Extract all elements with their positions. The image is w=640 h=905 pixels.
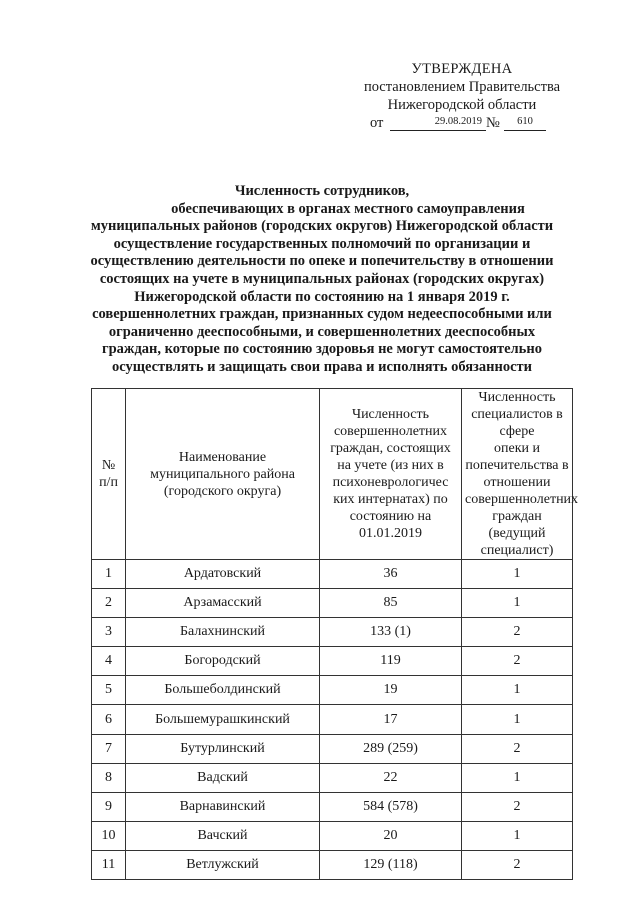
cell-specialists: 1 <box>462 763 573 792</box>
approval-title: УТВЕРЖДЕНА <box>411 61 513 77</box>
cell-citizens: 133 (1) <box>320 618 462 647</box>
cell-citizens: 17 <box>320 705 462 734</box>
cell-num: 8 <box>92 763 126 792</box>
cell-specialists: 1 <box>462 560 573 589</box>
table-row <box>92 821 573 850</box>
cell-specialists: 2 <box>462 850 573 879</box>
table-row <box>92 792 573 821</box>
table-row <box>92 676 573 705</box>
cell-name: Большеболдинский <box>126 676 320 705</box>
header-name: Наименование муниципального района (городского округа) <box>126 389 320 560</box>
cell-citizens: 36 <box>320 560 462 589</box>
cell-specialists: 2 <box>462 792 573 821</box>
title-line: осуществлению деятельности по опеке и попечительству в отношении <box>90 253 554 270</box>
cell-citizens: 289 (259) <box>320 734 462 763</box>
approval-line-1: постановлением Правительства <box>363 79 561 95</box>
cell-num: 5 <box>92 676 126 705</box>
cell-specialists: 2 <box>462 618 573 647</box>
cell-name: Ветлужский <box>126 850 320 879</box>
cell-name: Арзамасский <box>126 589 320 618</box>
cell-num: 11 <box>92 850 126 879</box>
table-row <box>92 763 573 792</box>
cell-name: Бутурлинский <box>126 734 320 763</box>
header-specialists: Численность специалистов в сфере опеки и попечительства в отношении совершеннолетних граждан (ведущий специалист) <box>462 389 573 560</box>
cell-citizens: 129 (118) <box>320 850 462 879</box>
title-line: обеспечивающих в органах местного самоуправления <box>171 200 525 217</box>
cell-num: 7 <box>92 734 126 763</box>
table-header-row <box>92 389 573 560</box>
cell-citizens: 119 <box>320 647 462 676</box>
cell-citizens: 85 <box>320 589 462 618</box>
title-line: осуществление государственных полномочий по организации и <box>113 235 531 252</box>
title-line: осуществлять и защищать свои права и исполнять обязанности <box>111 358 532 375</box>
title-line: совершеннолетних граждан, признанных судом недееспособными или <box>92 306 552 323</box>
cell-name: Варнавинский <box>126 792 320 821</box>
cell-num: 2 <box>92 589 126 618</box>
cell-specialists: 2 <box>462 734 573 763</box>
cell-num: 6 <box>92 705 126 734</box>
cell-num: 3 <box>92 618 126 647</box>
cell-name: Балахнинский <box>126 618 320 647</box>
header-num: № п/п <box>92 389 126 560</box>
cell-citizens: 19 <box>320 676 462 705</box>
cell-num: 10 <box>92 821 126 850</box>
date-prefix: от <box>370 115 384 131</box>
cell-specialists: 1 <box>462 676 573 705</box>
cell-name: Вадский <box>126 763 320 792</box>
approval-date: 29.08.2019 <box>390 114 486 131</box>
cell-specialists: 1 <box>462 821 573 850</box>
title-line: Нижегородской области по состоянию на 1 января 2019 г. <box>134 288 510 305</box>
document-title <box>80 183 564 377</box>
table-row <box>92 589 573 618</box>
table-row <box>92 850 573 879</box>
cell-name: Вачский <box>126 821 320 850</box>
cell-citizens: 584 (578) <box>320 792 462 821</box>
approval-number: 610 <box>504 114 546 131</box>
cell-name: Большемурашкинский <box>126 705 320 734</box>
cell-citizens: 22 <box>320 763 462 792</box>
cell-name: Богородский <box>126 647 320 676</box>
cell-specialists: 2 <box>462 647 573 676</box>
staff-table <box>91 388 579 880</box>
title-line: граждан, которые по состоянию здоровья не могут самостоятельно <box>102 341 542 358</box>
cell-citizens: 20 <box>320 821 462 850</box>
header-citizens: Численность совершеннолетних граждан, состоящих на учете (из них в психоневрологичес ких интернатах) по состоянию на 01.01.2019 <box>320 389 462 560</box>
table-row <box>92 734 573 763</box>
title-line: Численность сотрудников, <box>234 183 410 199</box>
cell-num: 1 <box>92 560 126 589</box>
title-line: муниципальных районов (городских округов) Нижегородской области <box>90 218 554 235</box>
cell-num: 4 <box>92 647 126 676</box>
cell-name: Ардатовский <box>126 560 320 589</box>
cell-specialists: 1 <box>462 705 573 734</box>
table-row <box>92 647 573 676</box>
title-line: состоящих на учете в муниципальных районах (городских округах) <box>99 270 545 287</box>
title-line: ограниченно дееспособными, и совершеннолетних дееспособных <box>108 323 536 340</box>
cell-specialists: 1 <box>462 589 573 618</box>
cell-num: 9 <box>92 792 126 821</box>
approval-line-2: Нижегородской области <box>387 97 537 113</box>
approval-date-line <box>352 114 572 132</box>
table-row <box>92 560 573 589</box>
table-row <box>92 618 573 647</box>
number-prefix: № <box>486 115 500 131</box>
table-row <box>92 705 573 734</box>
approval-block <box>352 60 572 132</box>
